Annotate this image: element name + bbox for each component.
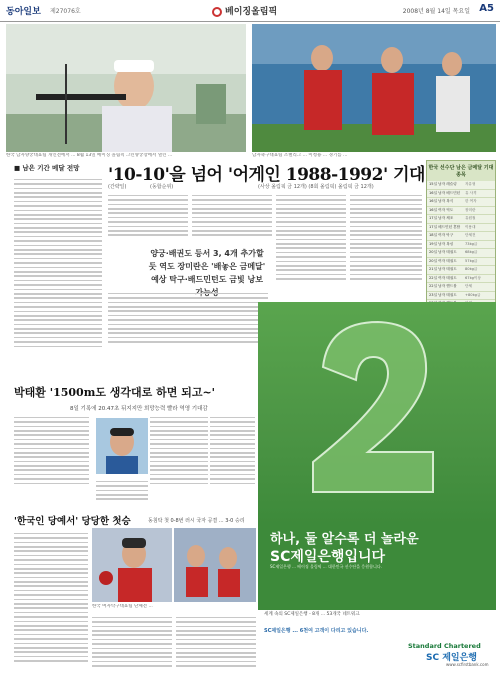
table-row — [427, 266, 495, 275]
table-cell-event: 22일 남자 핸드볼 — [429, 284, 457, 288]
table-cell-athlete: 이용대 — [465, 224, 476, 229]
ad-brand-en: Standard Chartered — [408, 642, 481, 650]
story1-column-3 — [192, 192, 272, 244]
ad-number-two-figure — [298, 312, 448, 502]
table-cell-athlete: 단체전 — [465, 233, 476, 237]
ad-footer-text-2: SC제일은행 ... 6천여 고객이 다리고 있습니다. — [264, 628, 369, 634]
sc-bank-advertisement — [258, 302, 496, 688]
table-row — [427, 292, 495, 301]
table-cell-athlete: 57kg급 — [465, 258, 478, 263]
story3-subhead: 동침탁 첫 0-8번 러시 국자 공결 ... 3-0 승리 — [148, 518, 245, 524]
table-row — [427, 224, 495, 233]
olympic-emblem-icon — [212, 7, 222, 17]
table-cell-event: 23일 남자 태권도 — [429, 292, 457, 297]
park-taehwan-photo — [96, 418, 148, 474]
story2-column-2 — [150, 414, 208, 504]
table-cell-event: 20일 남자 태권도 — [429, 250, 457, 254]
table-cell-event: 20일 여자 태권도 — [429, 258, 457, 263]
story2-column-4 — [96, 478, 148, 506]
story1-column-2 — [108, 192, 188, 244]
table-cell-athlete: 73kg급 — [465, 241, 478, 246]
main-headline: '10-10'을 넘어 '어게인 1988-1992' 기대 — [108, 165, 425, 185]
table-cell-athlete: 68kg급 — [465, 250, 478, 254]
section-title-text: 베이징올림픽 — [225, 7, 278, 17]
ad-body: SC제일은행 ... 베이징 올림픽 ... 대한민국 선수단을 응원합니다. — [270, 564, 383, 569]
table-cell-athlete: 장미란 — [465, 207, 476, 212]
story1-column-1 — [14, 176, 102, 376]
story3-column-3 — [176, 614, 256, 686]
pingpong-caption: 한국 여자탁구대표팀 단체전 ... — [92, 604, 153, 609]
issue-date: 2008년 8월 14일 목요일 — [402, 8, 470, 15]
table-row — [427, 215, 495, 224]
table-title: 한국 선수단 남은 금메달 기대 종목 — [427, 161, 495, 181]
football-photo-caption: 남자축구대표팀 조별리그 ... 이청용 ... 경기를 ... — [252, 153, 348, 158]
ad-headline-2: SC제일은행입니다 — [270, 549, 386, 565]
archer-photo — [6, 24, 246, 152]
story1-subhead: 양궁·배권도 등서 3, 4개 추가할 듯 역도 장미란은 '배놓은 금메달' 예상 탁구·배드민턴도 금빛 낭보 — [148, 249, 266, 284]
byline-mid: (동합순위) — [150, 184, 174, 190]
table-row — [427, 190, 495, 199]
table-cell-athlete: 80kg급 — [465, 267, 478, 271]
story3-column-1 — [14, 530, 88, 686]
story2-headline: 박태환 '1500m도 생각대로 하면 되고~' — [14, 386, 216, 399]
table-row — [427, 181, 495, 190]
table-cell-athlete: 유 사격 — [465, 190, 477, 195]
table-cell-event: 17일 배드민턴 혼합 — [429, 224, 461, 229]
ad-brand-url: www.scfirstbank.com — [446, 662, 489, 667]
story1-column-6 — [350, 192, 422, 300]
table-row — [427, 207, 495, 216]
story1-column-4 — [108, 290, 268, 362]
paper-logo: 동아일보 — [6, 7, 41, 17]
story3-column-2 — [92, 614, 172, 686]
table-cell-event: 18일 여자 탁구 — [429, 233, 454, 237]
table-cell-athlete: 한 여자 — [465, 199, 477, 203]
story1-column-5 — [276, 192, 346, 300]
table-cell-athlete: 단체 — [465, 284, 472, 288]
ad-brand-kr: SC 제일은행 — [426, 653, 477, 663]
table-cell-athlete: 유원철 — [465, 216, 476, 220]
table-row — [427, 258, 495, 267]
table-cell-event: 22일 여자 태권도 — [429, 275, 457, 280]
ad-headline-1: 하나, 둘 알수록 더 놀라운 — [270, 532, 419, 547]
table-cell-athlete: +80kg급 — [465, 292, 481, 297]
medal-outlook-label: ■ 남은 기간 메달 전망 — [14, 164, 80, 172]
table-cell-event: 16일 남자 복식 — [429, 199, 454, 203]
table-cell-event: 16일 여자 역도 — [429, 207, 454, 212]
table-cell-event: 17일 남자 체조 — [429, 216, 454, 220]
table-row — [427, 232, 495, 241]
table-cell-athlete: 67kg이상 — [465, 275, 481, 280]
issue-number: 제27076호 — [50, 8, 81, 15]
table-cell-event: 21일 남자 태권도 — [429, 267, 457, 271]
story2-column-3 — [210, 414, 255, 504]
table-row — [427, 275, 495, 284]
table-row — [427, 283, 495, 292]
table-cell-athlete: 자유형 — [465, 182, 476, 186]
ad-footer-text-1: 세계 속의 SC제일은행 - 8개 ... 53개국 네트워크 — [264, 612, 360, 617]
story2-subhead: 8일 기록에 20.47초 뒤지지만 희망능력 빨라 역영 기대감 — [70, 406, 208, 412]
byline-right: (사상 올림픽 금 12개) (8회 올림픽) 올림픽 금 12개) — [258, 184, 374, 190]
archer-photo-caption: 한국 남자양궁대표팀 개인전에서 ... 8월 13일 베이징 올림픽 그린양궁장에서 열린 ... — [6, 153, 173, 158]
table-row — [427, 249, 495, 258]
masthead — [0, 0, 500, 22]
table-cell-event: 19일 남자 복싱 — [429, 241, 454, 246]
section-title — [212, 4, 277, 17]
story2-column-1 — [14, 414, 89, 504]
table-row — [427, 241, 495, 250]
table-cell-event: 16일 남자 배드민턴 — [429, 190, 461, 195]
story3-headline: '한국인 당예서' 당당한 첫승 — [14, 516, 131, 527]
pingpong-photo-2 — [174, 528, 256, 602]
byline-left: (간략일) — [108, 184, 127, 190]
football-photo — [252, 24, 496, 152]
table-row — [427, 198, 495, 207]
table-cell-event: 15일 남자 레슬링 — [429, 182, 457, 186]
page-number: A5 — [479, 3, 494, 14]
pingpong-photo-1 — [92, 528, 172, 602]
